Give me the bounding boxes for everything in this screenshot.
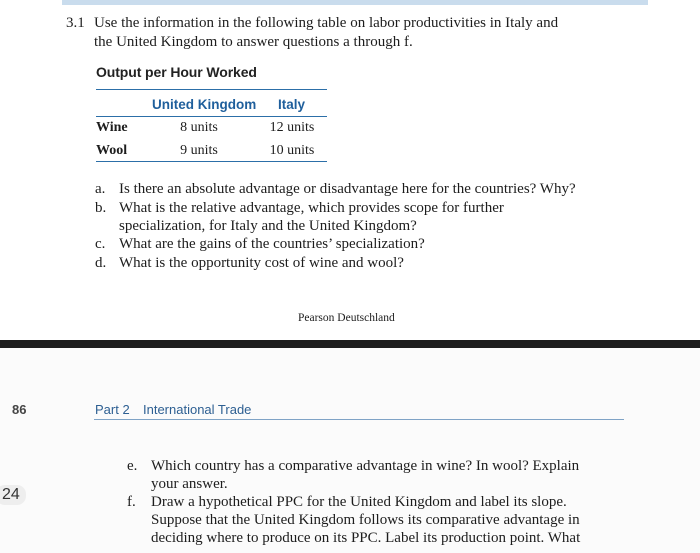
subquestion-e-text-line-2: your answer. bbox=[151, 476, 228, 492]
cell-wool-uk: 9 units bbox=[180, 143, 218, 158]
page-number: 86 bbox=[12, 402, 27, 417]
table-header-rule bbox=[96, 116, 327, 117]
table-title: Output per Hour Worked bbox=[96, 64, 257, 80]
cell-wine-uk: 8 units bbox=[180, 120, 218, 135]
table-bottom-rule bbox=[96, 161, 327, 162]
subquestion-d-text: What is the opportunity cost of wine and wool? bbox=[119, 255, 404, 271]
subquestion-b-text-line-2: specialization, for Italy and the United Kingdom? bbox=[119, 218, 417, 234]
subquestion-d-label: d. bbox=[95, 255, 107, 271]
part-title: International Trade bbox=[143, 402, 252, 417]
header-rule bbox=[94, 419, 624, 420]
column-header-united-kingdom: United Kingdom bbox=[152, 97, 257, 112]
side-page-number: 24 bbox=[0, 485, 26, 505]
row-label-wine: Wine bbox=[96, 120, 128, 135]
subquestion-f-label: f. bbox=[127, 494, 136, 510]
subquestion-b-text-line-1: What is the relative advantage, which provides scope for further bbox=[119, 200, 504, 216]
part-label: Part 2 bbox=[95, 402, 130, 417]
subquestion-b-label: b. bbox=[95, 200, 107, 216]
question-number: 3.1 bbox=[66, 15, 85, 31]
cell-wine-italy: 12 units bbox=[269, 120, 315, 135]
subquestion-c-text: What are the gains of the countries’ specialization? bbox=[119, 236, 425, 252]
column-header-italy: Italy bbox=[278, 97, 306, 112]
row-label-wool: Wool bbox=[96, 143, 128, 158]
publisher-credit: Pearson Deutschland bbox=[298, 312, 395, 324]
subquestion-f-text-line-1: Draw a hypothetical PPC for the United Kingdom and label its slope. bbox=[151, 494, 567, 510]
subquestion-c-label: c. bbox=[95, 236, 106, 252]
subquestion-e-text-line-1: Which country has a comparative advantage in wine? In wool? Explain bbox=[151, 458, 580, 474]
question-text-line-1: Use the information in the following table on labor productivities in Italy and bbox=[94, 15, 559, 31]
question-text-line-2: the United Kingdom to answer questions a through f. bbox=[94, 34, 413, 50]
table-top-rule bbox=[96, 89, 327, 90]
subquestion-e-label: e. bbox=[127, 458, 138, 474]
subquestion-f-text-line-2: Suppose that the United Kingdom follows its comparative advantage in bbox=[151, 512, 580, 528]
subquestion-a-text: Is there an absolute advantage or disadvantage here for the countries? Why? bbox=[119, 181, 576, 197]
subquestion-f-text-line-3: deciding where to produce on its PPC. Label its production point. What bbox=[151, 530, 581, 546]
subquestion-a-label: a. bbox=[95, 181, 106, 197]
page-divider bbox=[0, 340, 700, 348]
cell-wool-italy: 10 units bbox=[269, 143, 315, 158]
top-highlight-bar bbox=[62, 0, 648, 5]
